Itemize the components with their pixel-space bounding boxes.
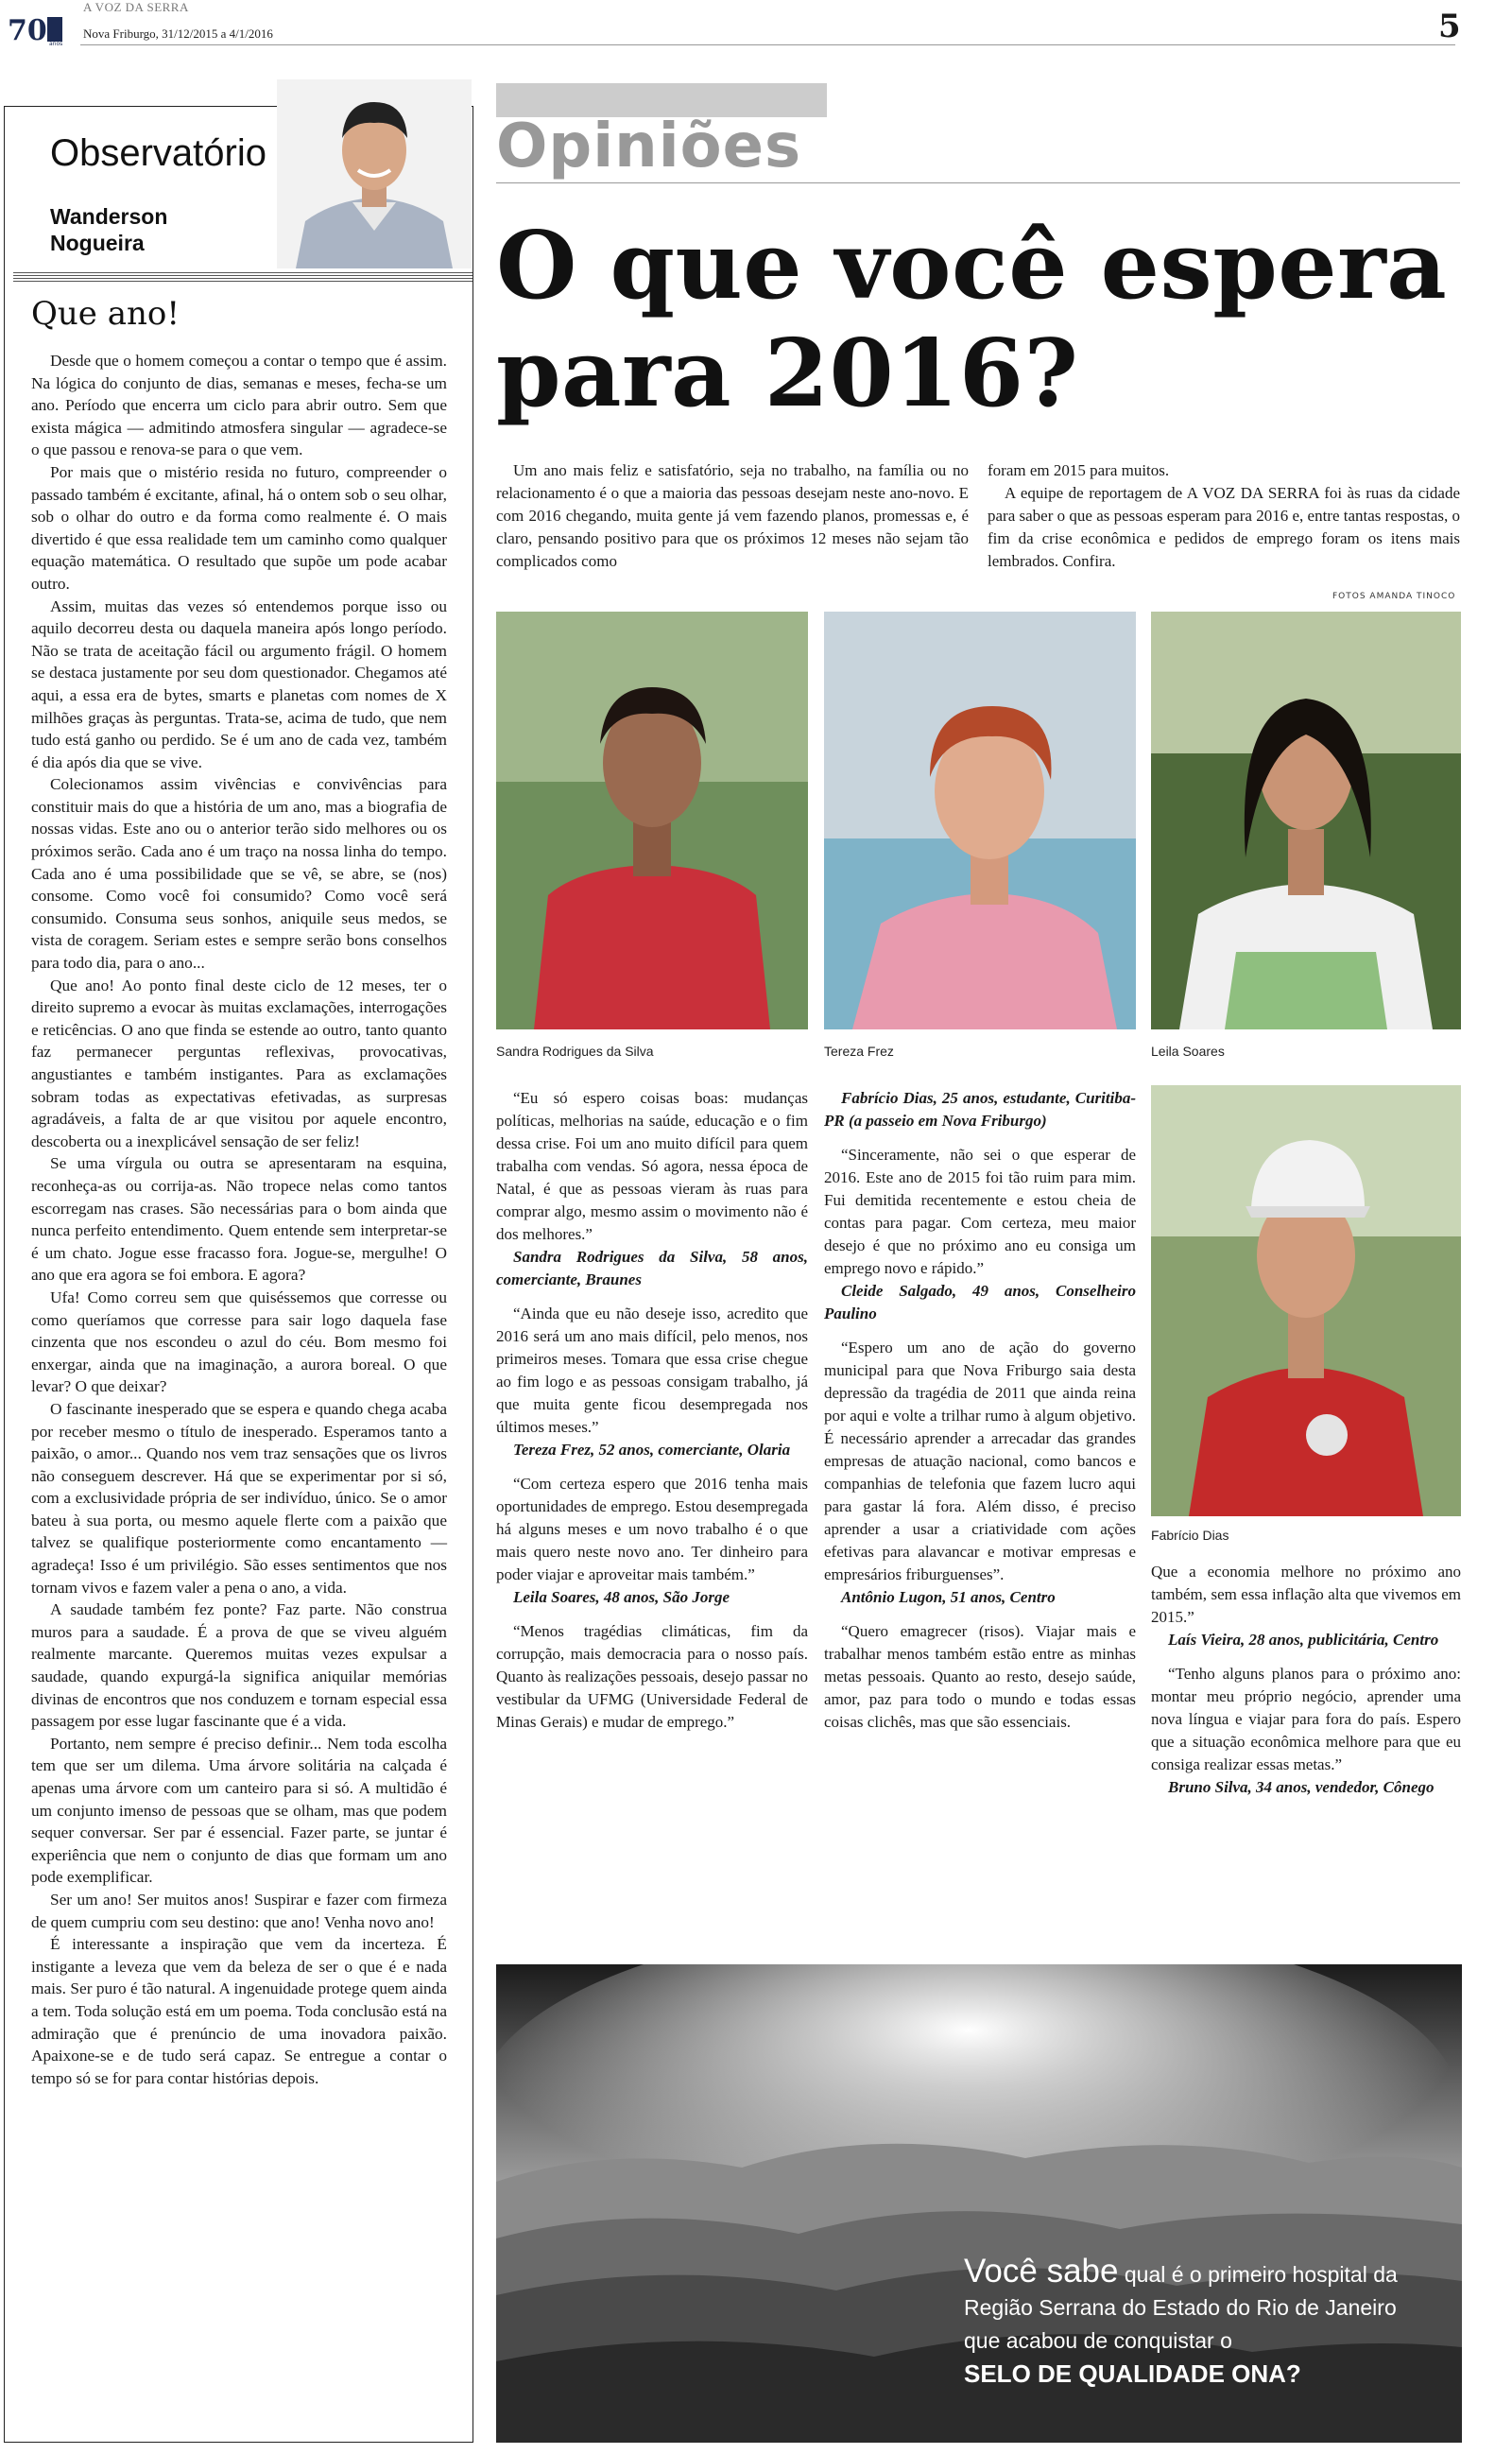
photo-caption: Fabrício Dias: [1151, 1528, 1229, 1543]
paragraph: Desde que o homem começou a contar o tempo que é assim. Na lógica do conjunto de dias, semanas e meses, fecha-se um ano. Período que encerra um ciclo para abrir outro. Sem que exista mágica — admitindo atmosfera singular — agradece-se o que passou e renova-se para o que vem.: [31, 352, 447, 459]
quote-text: “Com certeza espero que 2016 tenha mais oportunidades de emprego. Estou desempregada há alguns meses e um novo trabalho é o que mais quero neste novo ano. Ter dinheiro para poder viajar e aproveitar mais também.”: [496, 1475, 808, 1583]
header-divider: [80, 44, 1455, 45]
photo-credit: FOTOS AMANDA TINOCO: [1332, 592, 1456, 601]
intro-paragraph: foram em 2015 para muitos.: [988, 461, 1170, 479]
intro-column-1: [496, 459, 969, 573]
quote-signature: Antônio Lugon, 51 anos, Centro: [841, 1588, 1056, 1606]
quote-text: “Menos tragédias climáticas, fim da corrupção, mais democracia para o nosso país. Quanto às realizações pessoais, desejo passar no vestibular da UFMG (Universidade Federal de Minas Gerais) e mudar de emprego.”: [496, 1622, 808, 1731]
quote-text: “Quero emagrecer (risos). Viajar mais e trabalhar menos também estão entre as minhas metas pessoais. Quanto ao resto, desejo saúde, amor, paz para todo o mundo e todas essas coisas clichês, mas que são essenciais.: [824, 1622, 1136, 1731]
headline-line-1: O que você espera: [496, 212, 1448, 320]
author-photo: [277, 79, 472, 268]
intro-column-2: [988, 459, 1460, 573]
paragraph: Portanto, nem sempre é preciso definir... Nem toda escolha tem que ser um dilema. Uma árvore solitária na calçada é apenas uma árvore com um canteiro para si só. A multidão é um conjunto imenso de pessoas que se olham, mas que podem sequer conversar. Ser par é essencial. Fazer parte, se juntar é experiência que nem o conjunto de dias que formam um ano pode exemplificar.: [31, 1734, 447, 1887]
article-headline: [496, 213, 1488, 428]
photo-tereza: [824, 612, 1136, 1029]
photo-leila: [1151, 612, 1461, 1029]
edition-date: Nova Friburgo, 31/12/2015 a 4/1/2016: [83, 26, 273, 41]
photo-caption: Sandra Rodrigues da Silva: [496, 1044, 654, 1059]
paragraph: Assim, muitas das vezes só entendemos porque isso ou aquilo decorreu desta ou daquela maneira após longo período. Não se trata de aceitação fácil ou argumento frágil. O homem se destaca justamente por seu dom questionador. Chegamos até aqui, a essa era de bytes, smarts e planetas com nomes de X milhões graças às perguntas. Trata-se, acima de tudo, que nem tudo está ganho ou perdido. Se é um ano de cada vez, também é dia após dia que se vive.: [31, 596, 447, 771]
paragraph: Colecionamos assim vivências e convivências para constituir mais do que a história de um ano, mas a biografia de nossas vidas. Este ano ou o anterior terão sido melhores ou os próximos serão. Cada ano é um traço na nossa linha do tempo. Cada ano é uma possibilidade que se vê, se abre, se (nos) consome. Como você foi consumido? Como você será consumido. Consuma seus sonhos, aniquile seus medos, se vista de coragem. Seriam estes e sempre serão bons conselhos para todo dia, para o ano...: [31, 775, 447, 973]
svg-text:70: 70: [8, 14, 47, 47]
paragraph: Por mais que o mistério resida no futuro, compreender o passado também é excitante, afinal, há o ontem sob o seu olhar, sob o olhar do outro e da forma como realmente é. O mais divertido é que essa realidade tem um caminho como qualquer equação matemática. O resultado que supõe um pode acabar outro.: [31, 462, 447, 593]
quote-signature: Tereza Frez, 52 anos, comerciante, Olaria: [513, 1441, 791, 1459]
quote-text: “Espero um ano de ação do governo municipal para que Nova Friburgo saia desta depressão da tragédia de 2011 que ainda reina por aqui e volte a trilhar rumo à algum objetivo. É necessário aprender a arrecadar das grandes empresas de atuação nacional, como bancos e companhias de telefonia que fazem lucro aqui para gastar lá fora. Além disso, é preciso aprender a usar a criatividade com ações efetivas para alavancar e motivar empresas e empresários friburguenses”.: [824, 1339, 1136, 1583]
quote-signature: Cleide Salgado, 49 anos, Conselheiro Paulino: [824, 1282, 1136, 1322]
ad-callout: SELO DE QUALIDADE ONA?: [964, 2359, 1301, 2388]
intro-paragraph: Um ano mais feliz e satisfatório, seja no trabalho, na família ou no relacionamento é o que a maioria das pessoas desejam neste ano-novo. E com 2016 chegando, muita gente já vem fazendo planos, promessas e, é claro, pensando positivo para que os próximos 12 meses não sejam tão complicados como: [496, 461, 969, 570]
ad-text-line: que acabou de conquistar o: [964, 2328, 1232, 2353]
ad-headline: Você sabe: [964, 2253, 1119, 2290]
paragraph: Ser um ano! Ser muitos anos! Suspirar e fazer com firmeza de quem cumpriu com seu destino: que ano! Venha novo ano!: [31, 1890, 447, 1931]
column-title: Observatório: [50, 132, 266, 174]
column-divider: [13, 272, 472, 284]
paragraph: É interessante a inspiração que vem da incerteza. É instigante a leveza que vem da beleza de ser o que é e nada mais. Ser puro é tão natural. A ingenuidade protege quem ainda a tem. Toda solução está em um poema. Toda conclusão está na admiração que é prenúncio de uma inovadora paixão. Apaixone-se e de tudo será capaz. Se entregue a contar o tempo só se for para contar histórias depois.: [31, 1935, 447, 2087]
author-first-name: Wanderson: [50, 204, 168, 229]
paragraph: Se uma vírgula ou outra se apresentaram na esquina, reconheça-as ou corrija-as. Não tropece nelas como tantos escorregam nas crases. São necessárias para o bom ainda que nunca perfeito entendimento. Quem entende sem interpretar-se é um chato. Jogue esse fracasso fora. Jogue-se, mergulhe! O ano que era agora se foi embora. E agora?: [31, 1154, 447, 1285]
ad-copy: [964, 2255, 1398, 2391]
quote-text: “Eu só espero coisas boas: mudanças políticas, melhorias na saúde, educação e o fim dessa crise. Foi um ano muito difícil para quem trabalha com vendas. Só agora, nessa época de Natal, é que as pessoas vieram às ruas para comprar algo, mesmo assim o movimento não é dos melhores.”: [496, 1089, 808, 1243]
photo-fabricio: [1151, 1085, 1461, 1516]
quote-text: “Ainda que eu não deseje isso, acredito que 2016 será um ano mais difícil, pelo menos, nos primeiros meses. Tomara que essa crise chegue ao fim logo e as pessoas consigam trabalho, já que muita gente ficou desempregada nos últimos meses.”: [496, 1305, 808, 1436]
column-author: [50, 203, 167, 256]
photo-caption: Leila Soares: [1151, 1044, 1225, 1059]
ad-text-line: qual é o primeiro hospital da: [1118, 2262, 1398, 2287]
quote-text: “Sinceramente, não sei o que esperar de 2016. Este ano de 2015 foi tão ruim para mim. Fui demitida recentemente e estou cheia de contas para pagar. Com certeza, meu maior desejo é que no próximo ano eu consiga um emprego novo e rápido.”: [824, 1146, 1136, 1277]
photo-sandra: [496, 612, 808, 1029]
ad-text-line: Região Serrana do Estado do Rio de Janeiro: [964, 2295, 1397, 2320]
column-headline: Que ano!: [31, 295, 180, 333]
quotes-column-3: [1151, 1561, 1461, 1810]
quote-signature: Bruno Silva, 34 anos, vendedor, Cônego: [1168, 1778, 1435, 1796]
photo-caption: Tereza Frez: [824, 1044, 894, 1059]
paragraph: O fascinante inesperado que se espera e quando chega acaba por receber mesmo o título de inesperado. Esperamos tanto a paixão, o amor... Quando nos vem traz sensações que os livros não conseguem descrever. Há que se experimentar por si só, com a exclusividade própria de ser indivíduo, único. Se o amor bateu à sua porta, ou mesmo aquele flerte com a paixão que talvez se qualifique posteriormente como encantamento — agradeça! Isso é um privilégio. São esses sentimentos que nos tornam vivos e fazem valer a pena o ano, a vida.: [31, 1399, 447, 1597]
publication-name: A VOZ DA SERRA: [83, 0, 189, 14]
section-label: Opiniões: [496, 112, 802, 181]
paragraph: A saudade também fez ponte? Faz parte. Não construa muros para a saudade. É a prova de que se viveu alguém realmente marcante. Queremos muitas vezes expulsar a saudade, quando expurgá-la significa aniquilar memórias divinas de encontros que nos conduzem e tornam especial essa passagem por esse lugar fascinante que é a vida.: [31, 1600, 447, 1731]
quote-text: Que a economia melhore no próximo ano também, sem essa inflação alta que vivemos em 2015.”: [1151, 1563, 1461, 1626]
quotes-column-1: [496, 1087, 808, 1734]
quote-signature: Sandra Rodrigues da Silva, 58 anos, comerciante, Braunes: [496, 1248, 808, 1288]
headline-line-2: para 2016?: [496, 320, 1079, 428]
quotes-column-2: [824, 1087, 1136, 1734]
page-number: 5: [1438, 8, 1461, 45]
quote-signature: Laís Vieira, 28 anos, publicitária, Centro: [1168, 1631, 1439, 1649]
quote-signature: Fabrício Dias, 25 anos, estudante, Curitiba-PR (a passeio em Nova Friburgo): [824, 1089, 1136, 1130]
column-body: [31, 350, 447, 2089]
paragraph: Ufa! Como correu sem que quiséssemos que corresse ou como queríamos que corresse para sair logo daquela fase cinzenta que nos escondeu o azul do céu. Bom mesmo foi enxergar, ainda que na imaginação, a aurora boreal. O que levar? O que deixar?: [31, 1287, 447, 1396]
quote-signature: Leila Soares, 48 anos, São Jorge: [513, 1588, 730, 1606]
newspaper-logo: [6, 13, 64, 47]
section-divider: [496, 182, 1460, 183]
intro-paragraph: A equipe de reportagem de A VOZ DA SERRA foi às ruas da cidade para saber o que as pessoas esperam para 2016 e, entre tantas respostas, o fim da crise econômica e pedidos de emprego foram os itens mais lembrados. Confira.: [988, 484, 1460, 570]
svg-text:anos: anos: [49, 41, 63, 47]
quote-text: “Tenho alguns planos para o próximo ano: montar meu próprio negócio, aprender uma nova língua e viajar para fora do país. Espero que a situação econômica melhore para que eu consiga realizar essas metas.”: [1151, 1665, 1461, 1773]
paragraph: Que ano! Ao ponto final deste ciclo de 12 meses, ter o direito supremo a evocar às muitas exclamações, interrogações e reticências. O ano que finda se estende ao outro, tanto quanto faz permanecer perguntas reflexivas, provocativas, angustiantes e também instigantes. Para as exclamações sobram todas as expectativas efetivadas, as surpresas agradáveis, a falta de ar que visitou por aquele encontro, descoberta ou a inexplicável sensação de ser feliz!: [31, 976, 447, 1150]
author-last-name: Nogueira: [50, 231, 145, 255]
